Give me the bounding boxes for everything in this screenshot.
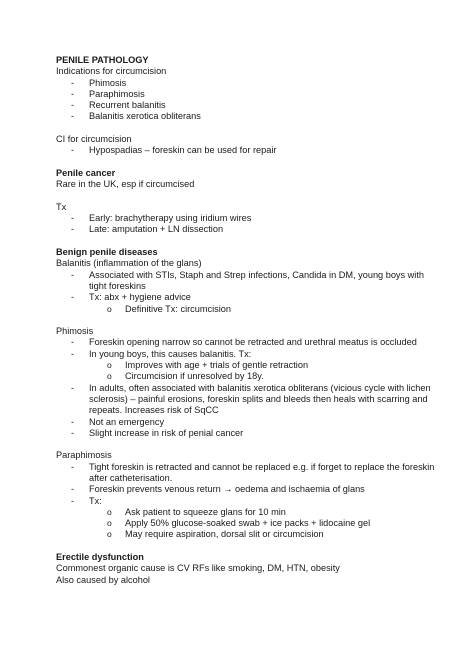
list-item-continuation bbox=[56, 394, 436, 405]
list-item bbox=[56, 496, 436, 507]
circle-bullet: o bbox=[107, 303, 112, 314]
list-item-continuation bbox=[56, 281, 436, 292]
sub-list-item bbox=[56, 529, 436, 540]
sub-list-item bbox=[56, 371, 436, 382]
list-item-text: Slight increase in risk of penial cancer bbox=[89, 427, 244, 438]
list-item-continuation bbox=[56, 473, 436, 484]
dash-bullet: - bbox=[71, 145, 75, 156]
dash-bullet: - bbox=[71, 77, 75, 88]
document-page bbox=[56, 55, 436, 586]
spacer bbox=[56, 157, 436, 168]
dash-bullet: - bbox=[71, 224, 75, 235]
list-item-text: In young boys, this causes balanitis. Tx: bbox=[89, 348, 252, 359]
phimosis-label: Phimosis bbox=[56, 326, 94, 337]
list-item-text: Foreskin prevents venous return → oedema and ischaemia of glans bbox=[89, 484, 365, 495]
list-item bbox=[56, 292, 436, 303]
section-heading: Erectile dysfunction bbox=[56, 552, 144, 563]
paragraph-line: Commonest organic cause is CV RFs like smoking, DM, HTN, obesity bbox=[56, 563, 340, 574]
list-item-continuation bbox=[56, 405, 436, 416]
dash-bullet: - bbox=[71, 100, 75, 111]
page-title: PENILE PATHOLOGY bbox=[56, 55, 149, 65]
list-item-text: sclerosis) – painful erosions, foreskin splits and bleeds then heals with scarring and bbox=[89, 393, 428, 404]
list-item bbox=[56, 417, 436, 428]
list-item-text: Balanitis xerotica obliterans bbox=[89, 111, 201, 122]
list-item bbox=[56, 100, 436, 111]
sub-list-item-text: Definitive Tx: circumcision bbox=[125, 303, 232, 314]
balanitis-label: Balanitis (inflammation of the glans) bbox=[56, 258, 202, 269]
sub-list-item bbox=[56, 507, 436, 518]
dash-bullet: - bbox=[71, 269, 75, 280]
list-item bbox=[56, 270, 436, 281]
sub-list-item-text: Improves with age + trials of gentle retraction bbox=[125, 360, 309, 371]
sub-list-item bbox=[56, 518, 436, 529]
dash-bullet: - bbox=[71, 213, 75, 224]
section-heading: Penile cancer bbox=[56, 167, 116, 178]
list-item-text: Tight foreskin is retracted and cannot be replaced e.g. if forget to replace the foreskin bbox=[89, 461, 435, 472]
list-item-text: after catheterisation. bbox=[89, 472, 173, 483]
indications-label: Indications for circumcision bbox=[56, 66, 167, 77]
list-item-text: Not an emergency bbox=[89, 416, 165, 427]
list-item-text: Paraphimosis bbox=[89, 88, 145, 99]
circle-bullet: o bbox=[107, 360, 112, 371]
list-item bbox=[56, 462, 436, 473]
circle-bullet: o bbox=[107, 371, 112, 382]
dash-bullet: - bbox=[71, 111, 75, 122]
sub-list-item-text: Apply 50% glucose-soaked swab + ice packs + lidocaine gel bbox=[125, 518, 371, 529]
sub-list-item-text: Circumcision if unresolved by 18y. bbox=[125, 371, 264, 382]
paragraph-line: Rare in the UK, esp if circumcised bbox=[56, 179, 195, 190]
circle-bullet: o bbox=[107, 529, 112, 540]
list-item bbox=[56, 484, 436, 495]
list-item bbox=[56, 349, 436, 360]
paragraph-line: Also caused by alcohol bbox=[56, 574, 150, 585]
spacer bbox=[56, 236, 436, 247]
sub-list-item-text: May require aspiration, dorsal slit or circumcision bbox=[125, 529, 324, 540]
list-item bbox=[56, 337, 436, 348]
list-item bbox=[56, 213, 436, 224]
spacer bbox=[56, 439, 436, 450]
dash-bullet: - bbox=[71, 337, 75, 348]
list-item-text: repeats. Increases risk of SqCC bbox=[89, 405, 219, 416]
circle-bullet: o bbox=[107, 506, 112, 517]
list-item-text: Late: amputation + LN dissection bbox=[89, 224, 224, 235]
list-item-text: Hypospadias – foreskin can be used for repair bbox=[89, 145, 277, 156]
dash-bullet: - bbox=[71, 382, 75, 393]
sub-list-item bbox=[56, 304, 436, 315]
dash-bullet: - bbox=[71, 427, 75, 438]
list-item bbox=[56, 78, 436, 89]
list-item bbox=[56, 111, 436, 122]
list-item-text: Phimosis bbox=[89, 77, 127, 88]
list-item-text: Tx: abx + hygiene advice bbox=[89, 292, 191, 303]
dash-bullet: - bbox=[71, 416, 75, 427]
list-item bbox=[56, 224, 436, 235]
list-item bbox=[56, 145, 436, 156]
list-item-text: Foreskin opening narrow so cannot be retracted and urethral meatus is occluded bbox=[89, 337, 417, 348]
list-item-text: Tx: bbox=[89, 495, 102, 506]
spacer bbox=[56, 315, 436, 326]
list-item-text: Early: brachytherapy using iridium wires bbox=[89, 213, 252, 224]
dash-bullet: - bbox=[71, 348, 75, 359]
spacer bbox=[56, 541, 436, 552]
dash-bullet: - bbox=[71, 495, 75, 506]
dash-bullet: - bbox=[71, 461, 75, 472]
ci-label: CI for circumcision bbox=[56, 134, 132, 145]
list-item bbox=[56, 428, 436, 439]
paraphimosis-label: Paraphimosis bbox=[56, 450, 112, 461]
dash-bullet: - bbox=[71, 484, 75, 495]
sub-list-item bbox=[56, 360, 436, 371]
list-item-text: Associated with STIs, Staph and Strep infections, Candida in DM, young boys with bbox=[89, 269, 425, 280]
dash-bullet: - bbox=[71, 292, 75, 303]
sub-list-item-text: Ask patient to squeeze glans for 10 min bbox=[125, 506, 286, 517]
circle-bullet: o bbox=[107, 518, 112, 529]
list-item bbox=[56, 383, 436, 394]
list-item bbox=[56, 89, 436, 100]
list-item-text: tight foreskins bbox=[89, 280, 146, 291]
tx-label: Tx bbox=[56, 201, 67, 212]
dash-bullet: - bbox=[71, 88, 75, 99]
spacer bbox=[56, 191, 436, 202]
list-item-text: In adults, often associated with balanitis xerotica obliterans (vicious cycle with lichen bbox=[89, 382, 431, 393]
list-item-text: Recurrent balanitis bbox=[89, 100, 166, 111]
section-heading: Benign penile diseases bbox=[56, 247, 158, 258]
spacer bbox=[56, 123, 436, 134]
